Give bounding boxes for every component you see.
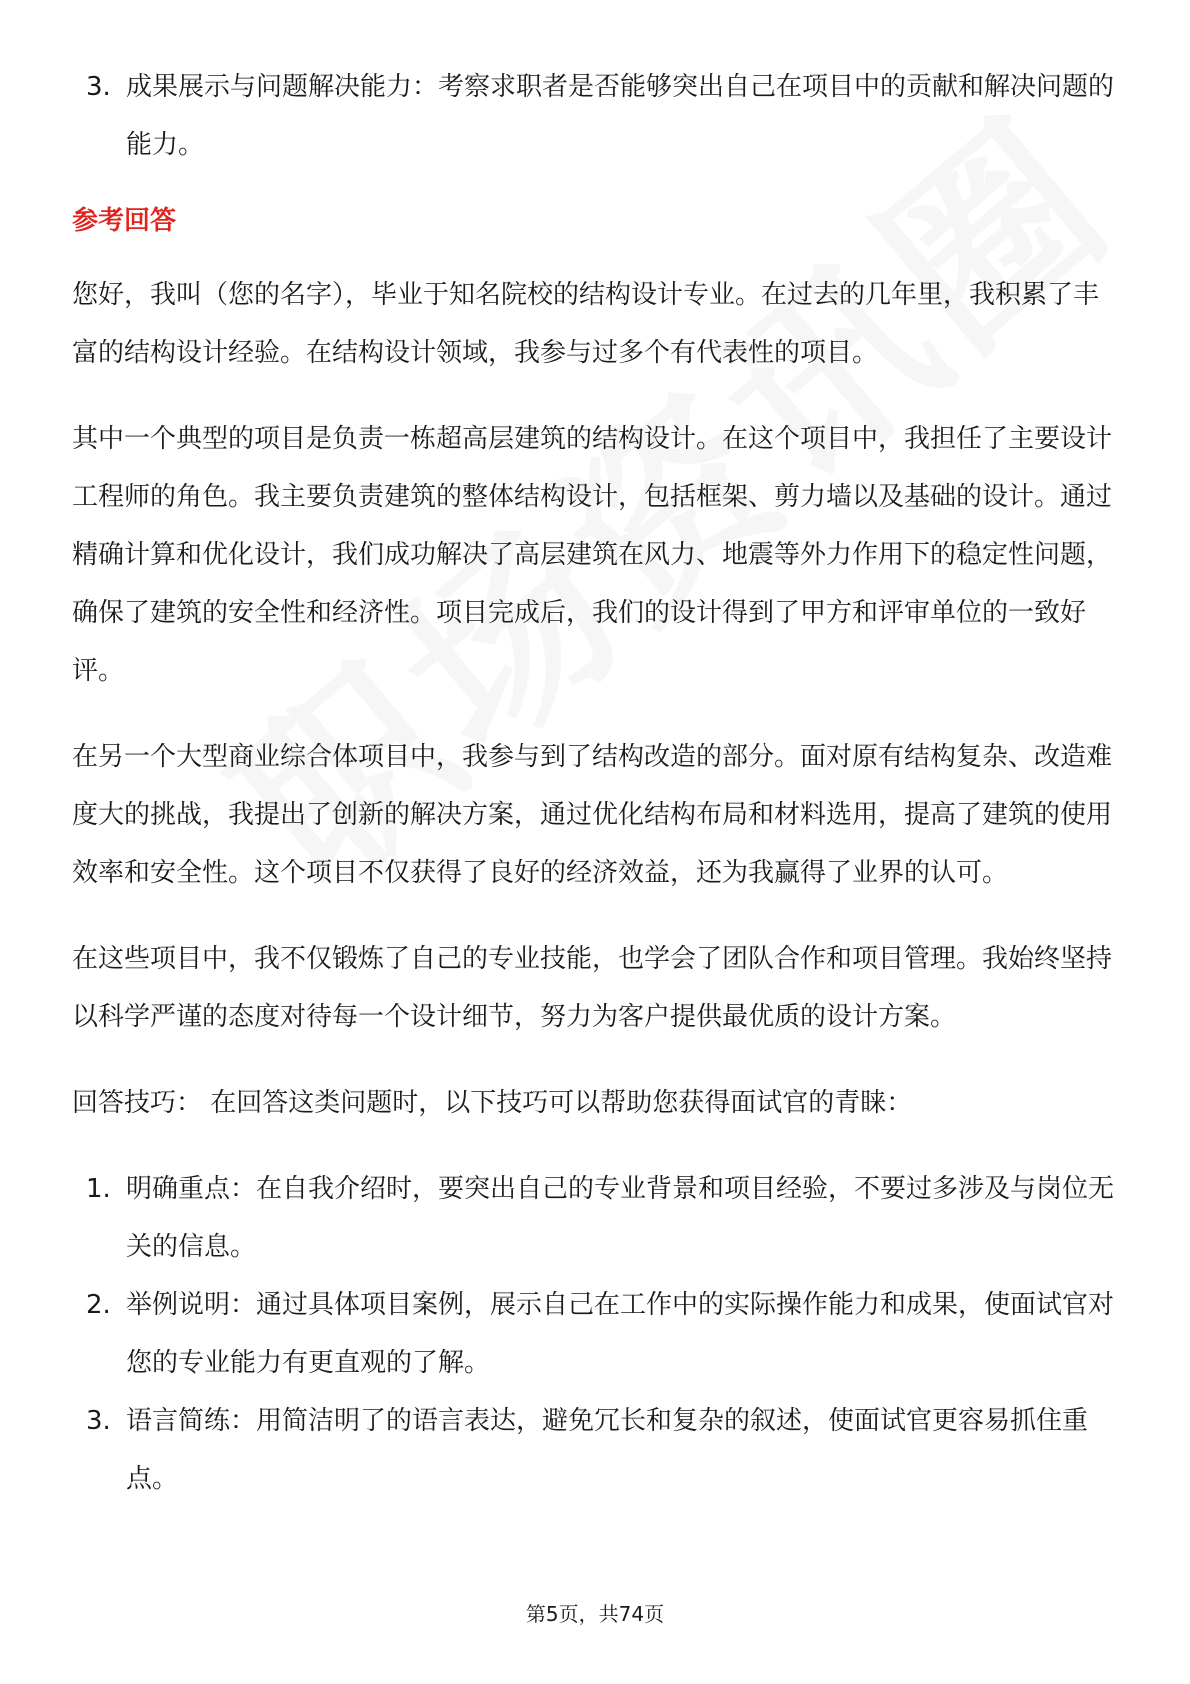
list-number: 2. [86, 1290, 111, 1320]
list-item [72, 1160, 1118, 1276]
section-heading: 参考回答 [72, 206, 177, 236]
paragraph-summary: 在这些项目中，我不仅锻炼了自己的专业技能，也学会了团队合作和项目管理。我始终坚持以科学严谨的态度对待每一个设计细节，努力为客户提供最优质的设计方案。 [72, 944, 1113, 1032]
list-text: 明确重点：在自我介绍时，要突出自己的专业背景和项目经验，不要过多涉及与岗位无关的信息。 [126, 1174, 1115, 1262]
list-text: 举例说明：通过具体项目案例，展示自己在工作中的实际操作能力和成果，使面试官对您的专业能力有更直观的了解。 [126, 1290, 1115, 1378]
paragraph-intro: 您好，我叫（您的名字），毕业于知名院校的结构设计专业。在过去的几年里，我积累了丰富的结构设计经验。在结构设计领域，我参与过多个有代表性的项目。 [72, 280, 1100, 368]
list-item [72, 58, 1118, 174]
paragraph-tips-intro: 回答技巧： 在回答这类问题时，以下技巧可以帮助您获得面试官的青睐： [72, 1088, 913, 1118]
paragraph-project-2: 在另一个大型商业综合体项目中，我参与到了结构改造的部分。面对原有结构复杂、改造难度大的挑战，我提出了创新的解决方案，通过优化结构布局和材料选用，提高了建筑的使用效率和安全性。这个项目不仅获得了良好的经济效益，还为我赢得了业界的认可。 [72, 742, 1113, 888]
paragraph-project-1: 其中一个典型的项目是负责一栋超高层建筑的结构设计。在这个项目中，我担任了主要设计工程师的角色。我主要负责建筑的整体结构设计，包括框架、剪力墙以及基础的设计。通过精确计算和优化设计，我们成功解决了高层建筑在风力、地震等外力作用下的稳定性问题，确保了建筑的安全性和经济性。项目完成后，我们的设计得到了甲方和评审单位的一致好评。 [72, 424, 1113, 686]
list-number: 3. [86, 72, 111, 102]
list-number: 3. [86, 1406, 111, 1436]
tips-list [72, 1160, 1118, 1508]
list-item [72, 1276, 1118, 1392]
list-item [72, 1392, 1118, 1508]
list-number: 1. [86, 1174, 111, 1204]
page-footer: 第5页，共74页 [525, 1602, 665, 1626]
list-text: 成果展示与问题解决能力：考察求职者是否能够突出自己在项目中的贡献和解决问题的能力。 [126, 72, 1115, 160]
page-content [72, 58, 1118, 1508]
criteria-list [72, 58, 1118, 174]
list-text: 语言简练：用简洁明了的语言表达，避免冗长和复杂的叙述，使面试官更容易抓住重点。 [126, 1406, 1089, 1494]
